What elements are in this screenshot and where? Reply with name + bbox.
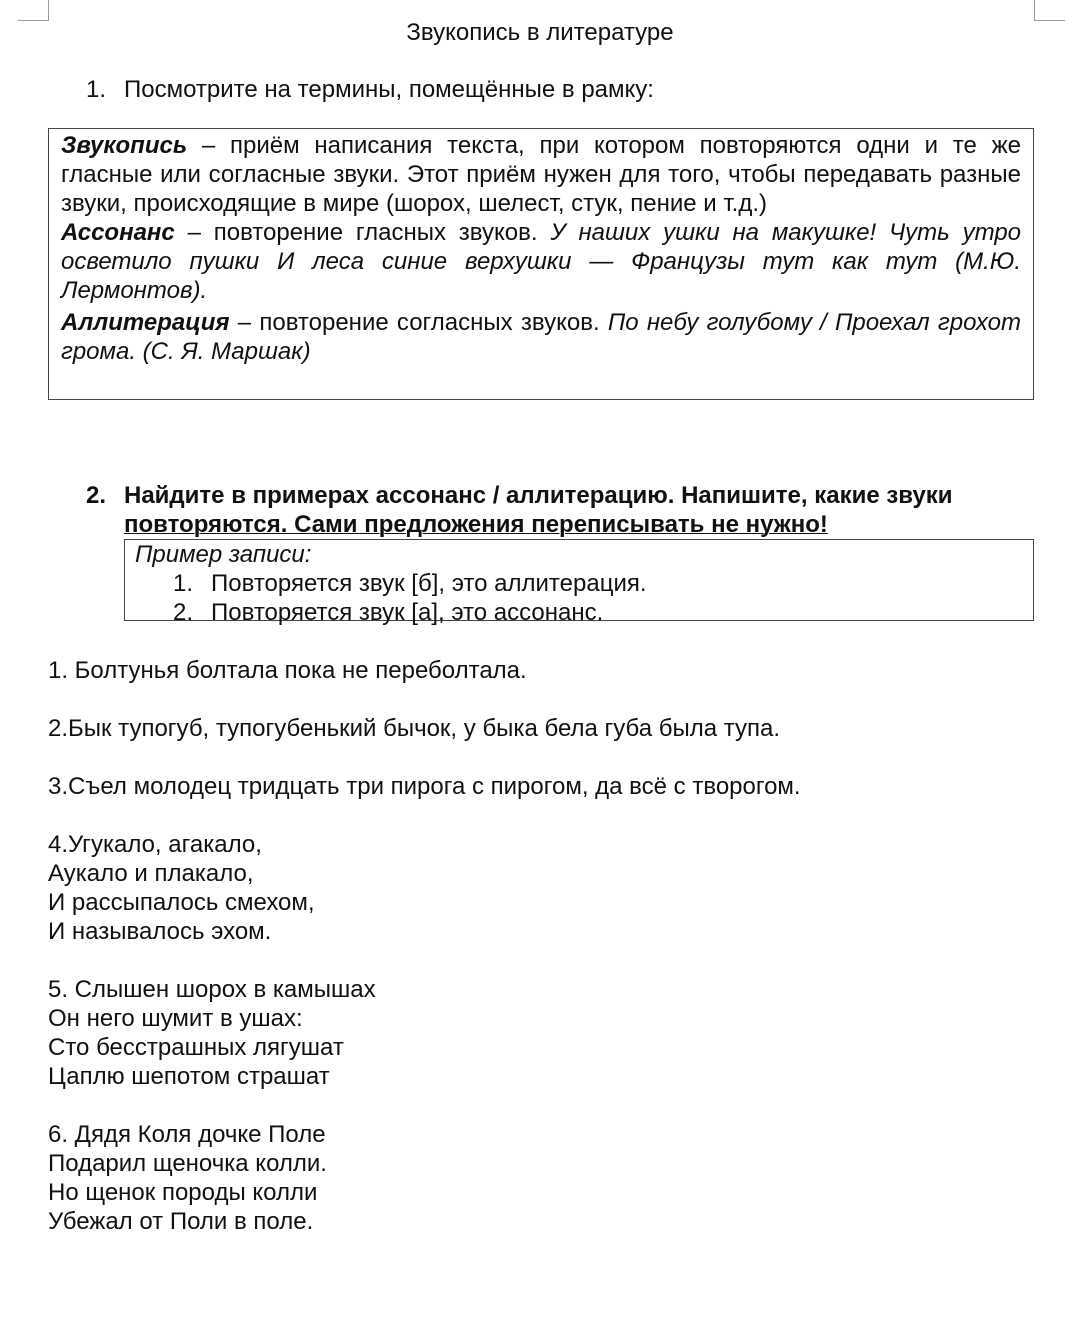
example-line: 2.Бык тупогуб, тупогубенький бычок, у быка бела губа была тупа. [48,715,781,742]
term-definition: – повторение гласных звуков. [174,219,551,246]
term-paragraph [61,308,1021,366]
task-2-text-line-1: Найдите в примерах ассонанс / аллитерацию. Напишите, какие звуки [124,482,953,509]
term-definition: – повторение согласных звуков. [229,309,608,336]
example-3 [48,772,1038,801]
term-definition: – приём написания текста, при котором повторяются одни и те же гласные или согласные звуки. Этот приём нужен для того, чтобы передавать разные звуки, происходящие в мире (шорох, шелест, стук, пение и т.д.) [61,132,1021,217]
example-line: 4.Угукало, агакало, [48,831,262,858]
sample-item [135,569,1023,598]
term-name: Ассонанс [61,219,175,246]
task-1-number: 1. [86,76,107,103]
example-line: 6. Дядя Коля дочке Поле [48,1121,326,1148]
example-line: 3.Съел молодец тридцать три пирога с пирогом, да всё с творогом. [48,773,801,800]
term-example: У наших ушки на макушке! Чуть утро осветило пушки И леса синие верхушки — Французы тут как тут (М.Ю. Лермонтов). [61,219,1022,304]
example-line: Убежал от Поли в поле. [48,1208,314,1235]
sample-item-number: 2. [173,599,194,626]
example-line: 1. Болтунья болтала пока не переболтала. [48,657,527,684]
example-5 [48,975,1038,1091]
task-2-number: 2. [86,482,107,509]
example-line: Цаплю шепотом страшат [48,1063,330,1090]
term-paragraph [61,131,1021,218]
example-line: И рассыпалось смехом, [48,889,315,916]
document-title: Звукопись в литературе [406,19,674,46]
task-2-line-1 [86,481,1034,510]
example-line: И называлось эхом. [48,918,272,945]
task-1-heading [86,75,1036,104]
example-line: Он него шумит в ушах: [48,1005,303,1032]
example-line: 5. Слышен шорох в камышах [48,976,376,1003]
terms-box [48,128,1034,400]
sample-title: Пример записи: [135,541,312,568]
task-1-text: Посмотрите на термины, помещённые в рамку: [124,76,654,103]
example-2 [48,714,1038,743]
example-line: Подарил щеночка колли. [48,1150,327,1177]
example-6 [48,1120,1038,1236]
term-name: Аллитерация [61,309,230,336]
sample-item [135,598,1023,627]
task-2-heading [86,481,1034,539]
example-line: Аукало и плакало, [48,860,254,887]
example-line: Сто бесстрашных лягушат [48,1034,344,1061]
sample-item-text: Повторяется звук [б], это аллитерация. [211,570,647,597]
term-name: Звукопись [61,132,188,159]
example-1 [48,656,1038,685]
term-example: По небу голубому / Проехал грохот грома. (С. Я. Маршак) [61,309,1022,365]
example-line: Но щенок породы колли [48,1179,318,1206]
examples-list [48,656,1038,1265]
sample-box [124,539,1034,626]
term-paragraph [61,218,1021,305]
sample-item-text: Повторяется звук [а], это ассонанс. [211,599,604,626]
example-4 [48,830,1038,946]
sample-item-number: 1. [173,570,194,597]
task-2-line-2: повторяются. Сами предложения переписывать не нужно! [124,511,828,538]
